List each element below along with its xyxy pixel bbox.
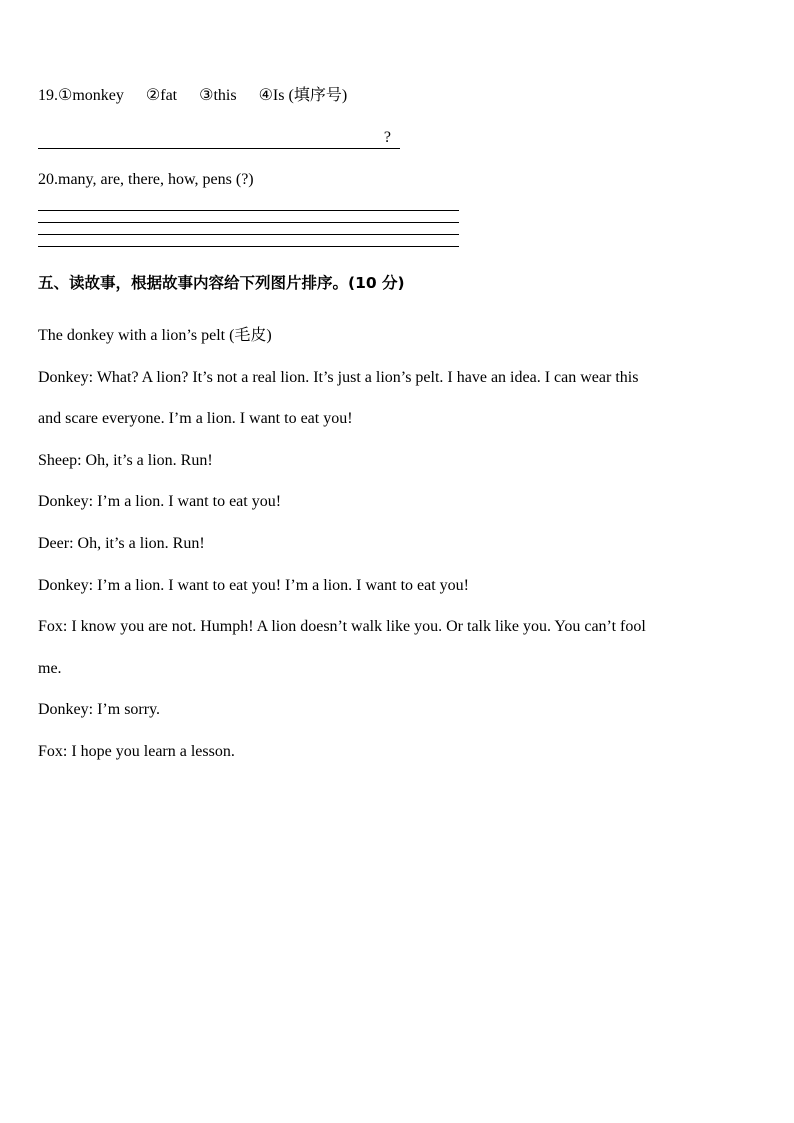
answer-lines-20[interactable] bbox=[38, 210, 459, 258]
story-line: Donkey: What? A lion? It’s not a real lion. It’s just a lion’s pelt. I have an idea. I can wear this bbox=[38, 368, 639, 386]
story-line: Donkey: I’m a lion. I want to eat you! I’m a lion. I want to eat you! bbox=[38, 576, 469, 594]
answer-rule[interactable] bbox=[38, 210, 459, 211]
story-line: Fox: I hope you learn a lesson. bbox=[38, 742, 235, 760]
question-20: 20.many, are, there, how, pens (?) bbox=[38, 171, 254, 188]
story-line: Fox: I know you are not. Humph! A lion doesn’t walk like you. Or talk like you. You can’t fool bbox=[38, 618, 646, 636]
question-number: 19. bbox=[38, 87, 58, 104]
question-mark: ? bbox=[383, 129, 391, 146]
answer-rule[interactable] bbox=[38, 246, 459, 247]
story-title: The donkey with a lion’s pelt (毛皮) bbox=[38, 327, 272, 344]
question-19 bbox=[38, 86, 347, 106]
section-heading: 五、读故事，根据故事内容给下列图片排序。(10 分) bbox=[38, 274, 405, 292]
option-4: ④Is bbox=[258, 87, 285, 104]
story-line: Donkey: I’m a lion. I want to eat you! bbox=[38, 493, 282, 511]
option-2: ②fat bbox=[145, 87, 178, 104]
story bbox=[38, 315, 756, 773]
story-line: Donkey: I’m sorry. bbox=[38, 701, 161, 719]
answer-blank-19[interactable] bbox=[38, 128, 400, 149]
story-line: Deer: Oh, it’s a lion. Run! bbox=[38, 534, 205, 552]
option-3: ③this bbox=[199, 87, 237, 104]
story-line: me. bbox=[38, 659, 62, 677]
story-line: Sheep: Oh, it’s a lion. Run! bbox=[38, 451, 213, 469]
instruction: (填序号) bbox=[288, 87, 348, 104]
answer-rule[interactable] bbox=[38, 222, 459, 223]
option-1: ①monkey bbox=[58, 87, 124, 104]
answer-rule[interactable] bbox=[38, 234, 459, 235]
story-line: and scare everyone. I’m a lion. I want to eat you! bbox=[38, 410, 353, 428]
